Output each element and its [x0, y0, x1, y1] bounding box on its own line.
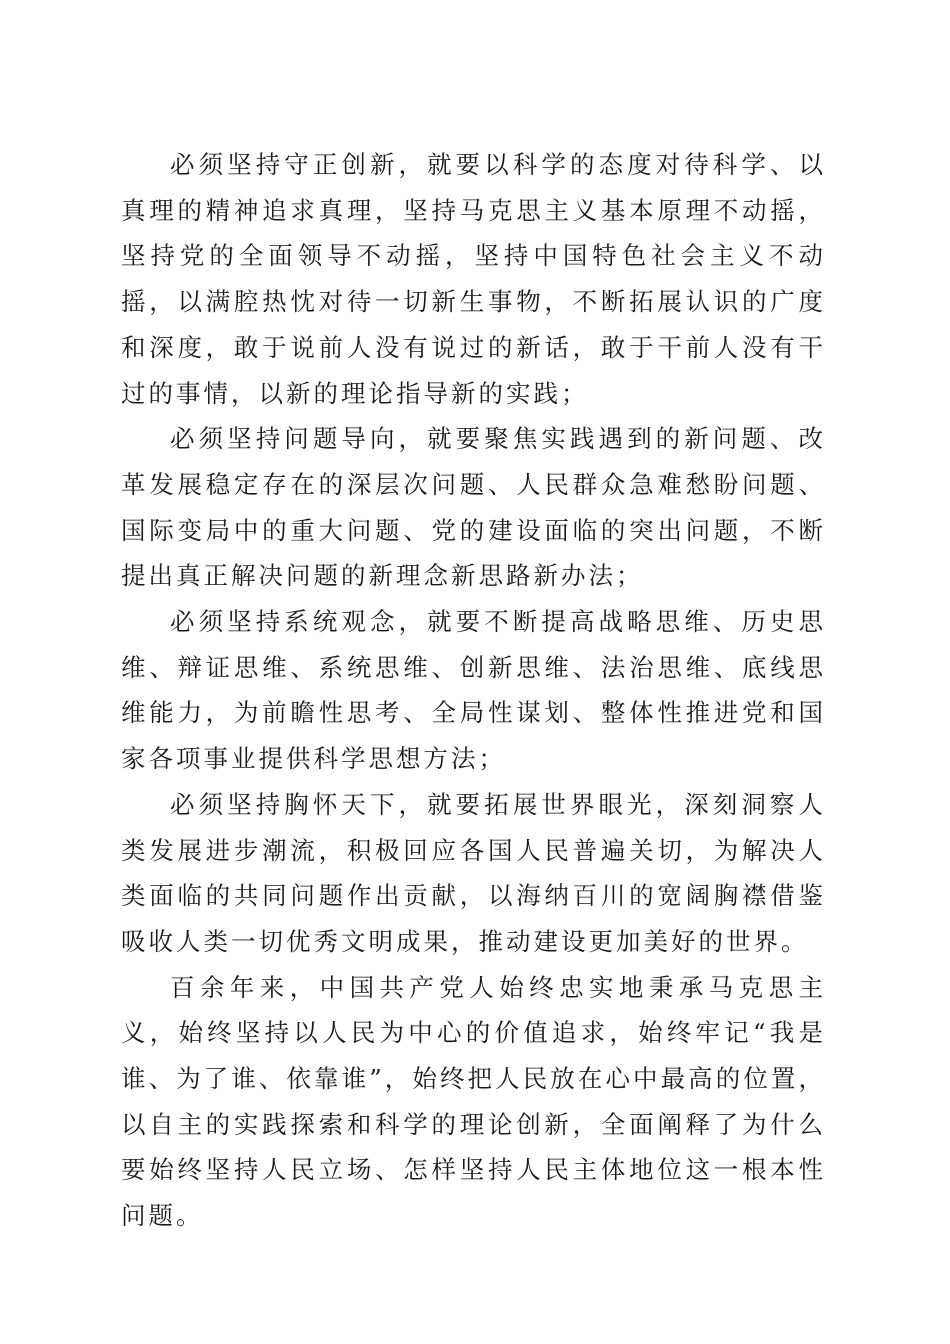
paragraph-keep-integrity-innovate: 必须坚持守正创新，就要以科学的态度对待科学、以真理的精神追求真理，坚持马克思主义基本原理不动摇，坚持党的全面领导不动摇，坚持中国特色社会主义不动摇，以满腔热忱对待一切新生事物，不断拓展认识的广度和深度，敢于说前人没有说过的新话，敢于干前人没有干过的事情，以新的理论指导新的实践；: [121, 150, 826, 408]
paragraph-global-vision: 必须坚持胸怀天下，就要拓展世界眼光，深刻洞察人类发展进步潮流，积极回应各国人民普遍关切，为解决人类面临的共同问题作出贡献，以海纳百川的宽阔胸襟借鉴吸收人类一切优秀文明成果，推动建设更加美好的世界。: [121, 789, 826, 956]
paragraph-century-summary: 百余年来，中国共产党人始终忠实地秉承马克思主义，始终坚持以人民为中心的价值追求，始终牢记“我是谁、为了谁、依靠谁”，始终把人民放在心中最高的位置，以自主的实践探索和科学的理论创新，全面阐释了为什么要始终坚持人民立场、怎样坚持人民主体地位这一根本性问题。: [121, 972, 826, 1231]
paragraph-systems-thinking: 必须坚持系统观念，就要不断提高战略思维、历史思维、辩证思维、系统思维、创新思维、法治思维、底线思维能力，为前瞻性思考、全局性谋划、整体性推进党和国家各项事业提供科学思想方法；: [121, 607, 826, 774]
paragraph-problem-oriented: 必须坚持问题导向，就要聚焦实践遇到的新问题、改革发展稳定存在的深层次问题、人民群众急难愁盼问题、国际变局中的重大问题、党的建设面临的突出问题，不断提出真正解决问题的新理念新思路新办法；: [121, 424, 826, 591]
document-body: [121, 142, 826, 1239]
